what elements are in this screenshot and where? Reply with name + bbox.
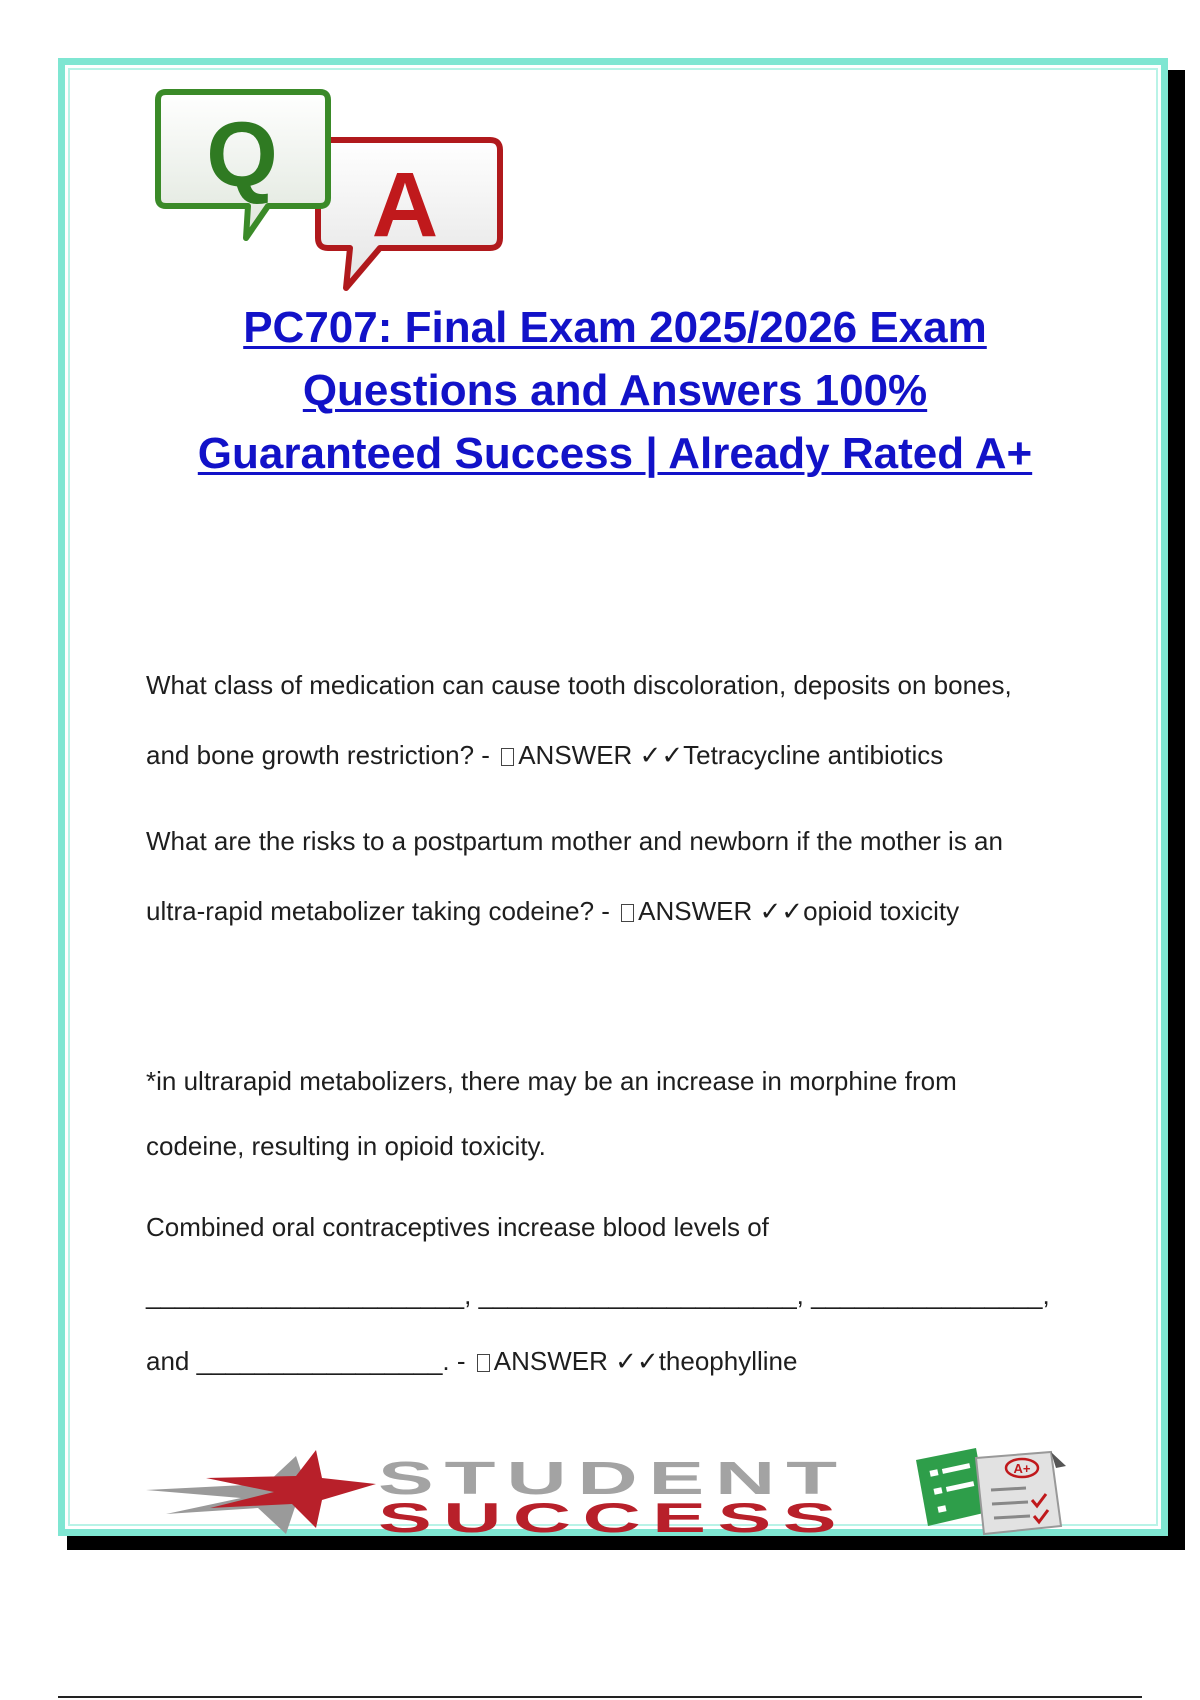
q1-line-1: What class of medication can cause tooth discoloration, deposits on bones, bbox=[146, 670, 1012, 700]
logo-word-student: STUDENT bbox=[378, 1452, 848, 1504]
q3-line-1: Combined oral contraceptives increase blood levels of bbox=[146, 1212, 769, 1242]
missing-glyph-icon bbox=[501, 748, 514, 766]
note-line-2: codeine, resulting in opioid toxicity. bbox=[146, 1131, 546, 1161]
title-line-3[interactable]: Guaranteed Success | Already Rated A+ bbox=[197, 429, 1033, 478]
qa-speech-bubbles-icon bbox=[150, 88, 510, 298]
q2-line-2: ultra-rapid metabolizer taking codeine? - ANSWER ✓✓opioid toxicity bbox=[146, 896, 960, 926]
q3-line-3: and _________________. - ANSWER ✓✓theophylline bbox=[146, 1346, 798, 1376]
q3-line-2: ______________________, ______________________, ________________, bbox=[146, 1280, 1050, 1310]
missing-glyph-icon bbox=[477, 1354, 490, 1372]
answer-text: theophylline bbox=[658, 1346, 798, 1376]
note-line-1: *in ultrarapid metabolizers, there may be an increase in morphine from bbox=[146, 1066, 957, 1096]
star-swoosh-icon bbox=[146, 1450, 376, 1534]
page-title bbox=[110, 296, 1120, 485]
answer-label: ANSWER ✓✓ bbox=[518, 740, 684, 770]
student-success-logo bbox=[146, 1448, 1086, 1538]
answer-label: ANSWER ✓✓ bbox=[493, 1346, 659, 1376]
answer-text: opioid toxicity bbox=[803, 896, 960, 926]
title-line-1[interactable]: PC707: Final Exam 2025/2026 Exam bbox=[243, 303, 987, 352]
missing-glyph-icon bbox=[621, 904, 634, 922]
title-line-2[interactable]: Questions and Answers 100% bbox=[302, 366, 928, 415]
logo-word-success: SUCCESS bbox=[378, 1494, 848, 1538]
q1-line-2: and bone growth restriction? - ANSWER ✓✓Tetracycline antibiotics bbox=[146, 740, 944, 770]
q2-line-1: What are the risks to a postpartum mother and newborn if the mother is an bbox=[146, 826, 1003, 856]
a-letter: A bbox=[371, 154, 439, 256]
q-letter: Q bbox=[206, 104, 278, 206]
answer-label: ANSWER ✓✓ bbox=[638, 896, 804, 926]
grade-badge: A+ bbox=[1013, 1461, 1031, 1476]
answer-text: Tetracycline antibiotics bbox=[683, 740, 944, 770]
page-bottom-rule bbox=[58, 1696, 1142, 1698]
graded-paper-icon bbox=[976, 1452, 1066, 1534]
